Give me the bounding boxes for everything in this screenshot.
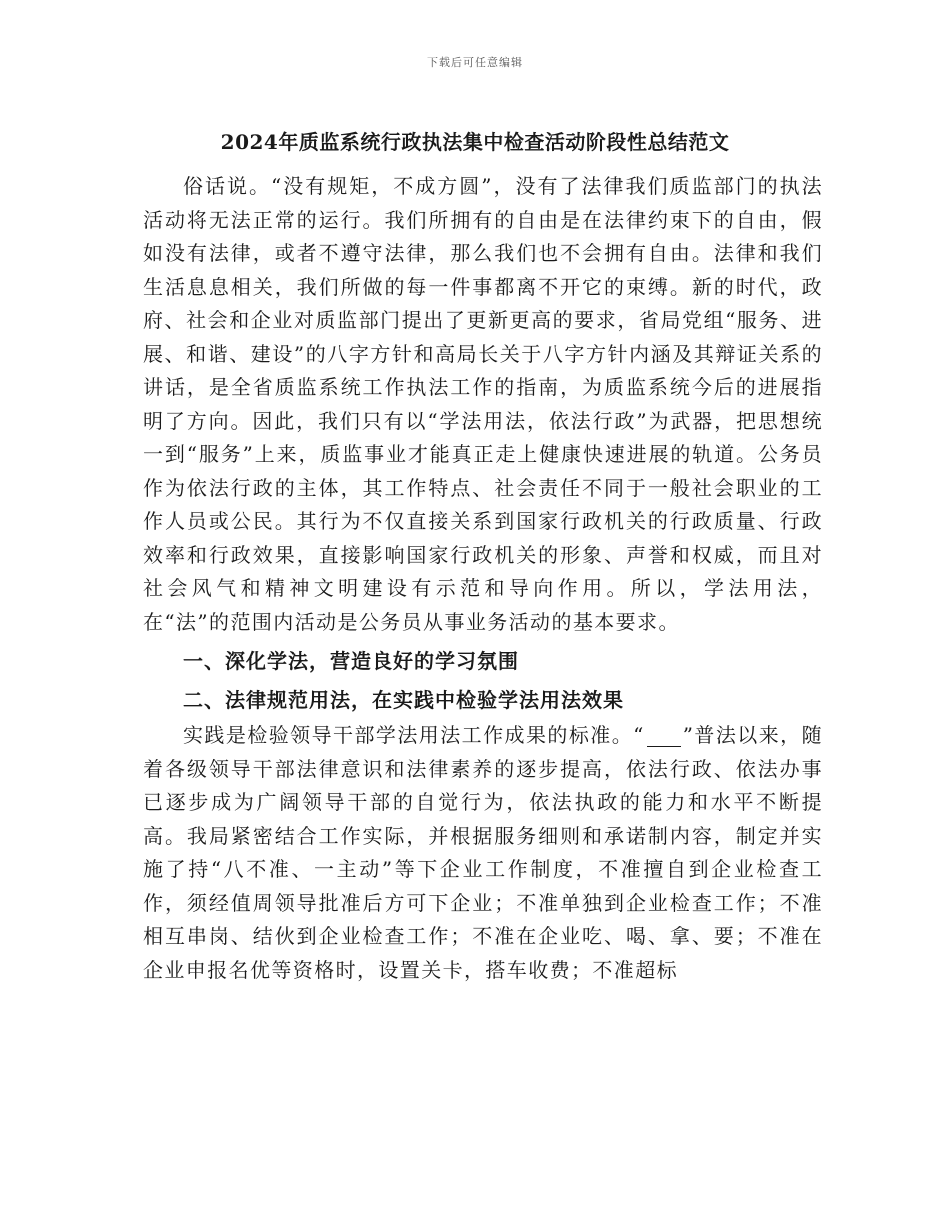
document-title: 2024年质监系统行政执法集中检查活动阶段性总结范文 [220, 130, 730, 154]
practice-paragraph-start: 实践是检验领导干部学法用法工作成果的标准。“ [183, 723, 645, 747]
intro-paragraph: 俗话说。“没有规矩，不成方圆”，没有了法律我们质监部门的执法活动将无法正常的运行。我们所拥有的自由是在法律约束下的自由，假如没有法律，或者不遵守法律，那么我们也不会拥有自由。法律和我们生活息息相关，我们所做的每一件事都离不开它的束缚。新的时代，政府、社会和企业对质监部门提出了更新更高的要求，省局党组“服务、进展、和谐、建设”的八字方针和高局长关于八字方针内涵及其辩证关系的讲话，是全省质监系统工作执法工作的指南，为质监系统今后的进展指明了方向。因此，我们只有以“学法用法，依法行政”为武器，把思想统一到“服务”上来，质监事业才能真正走上健康快速进展的轨道。公务员作为依法行政的主体，其工作特点、社会责任不同于一般社会职业的工作人员或公民。其行为不仅直接关系到国家行政机关的行政质量、行政效率和行政效果，直接影响国家行政机关的形象、声誉和权威，而且对社会风气和精神文明建设有示范和导向作用。所以，学法用法，在“法”的范围内活动是公务员从事业务活动的基本要求。 [143, 174, 823, 634]
practice-paragraph-rest: ”普法以来，随着各级领导干部法律意识和法律素养的逐步提高，依法行政、依法办事已逐步成为广阔领导干部的自觉行为，依法执政的能力和水平不断提高。我局紧密结合工作实际，并根据服务细则和承诺制内容，制定并实施了持“八不准、一主动”等下企业工作制度，不准擅自到企业检查工作，须经值周领导批准后方可下企业；不准单独到企业检查工作；不准相互串岗、结伙到企业检查工作；不准在企业吃、喝、拿、要；不准在企业申报名优等资格时，设置关卡，搭车收费；不准超标 [143, 723, 823, 982]
section-heading-2: 二、法律规范用法，在实践中检验学法用法效果 [183, 688, 624, 712]
practice-paragraph [143, 719, 823, 987]
section-heading-1: 一、深化学法，营造良好的学习氛围 [183, 649, 519, 673]
fill-in-blank [647, 726, 681, 747]
page-header-note: 下载后可任意编辑 [427, 56, 523, 69]
document-body [143, 170, 823, 987]
